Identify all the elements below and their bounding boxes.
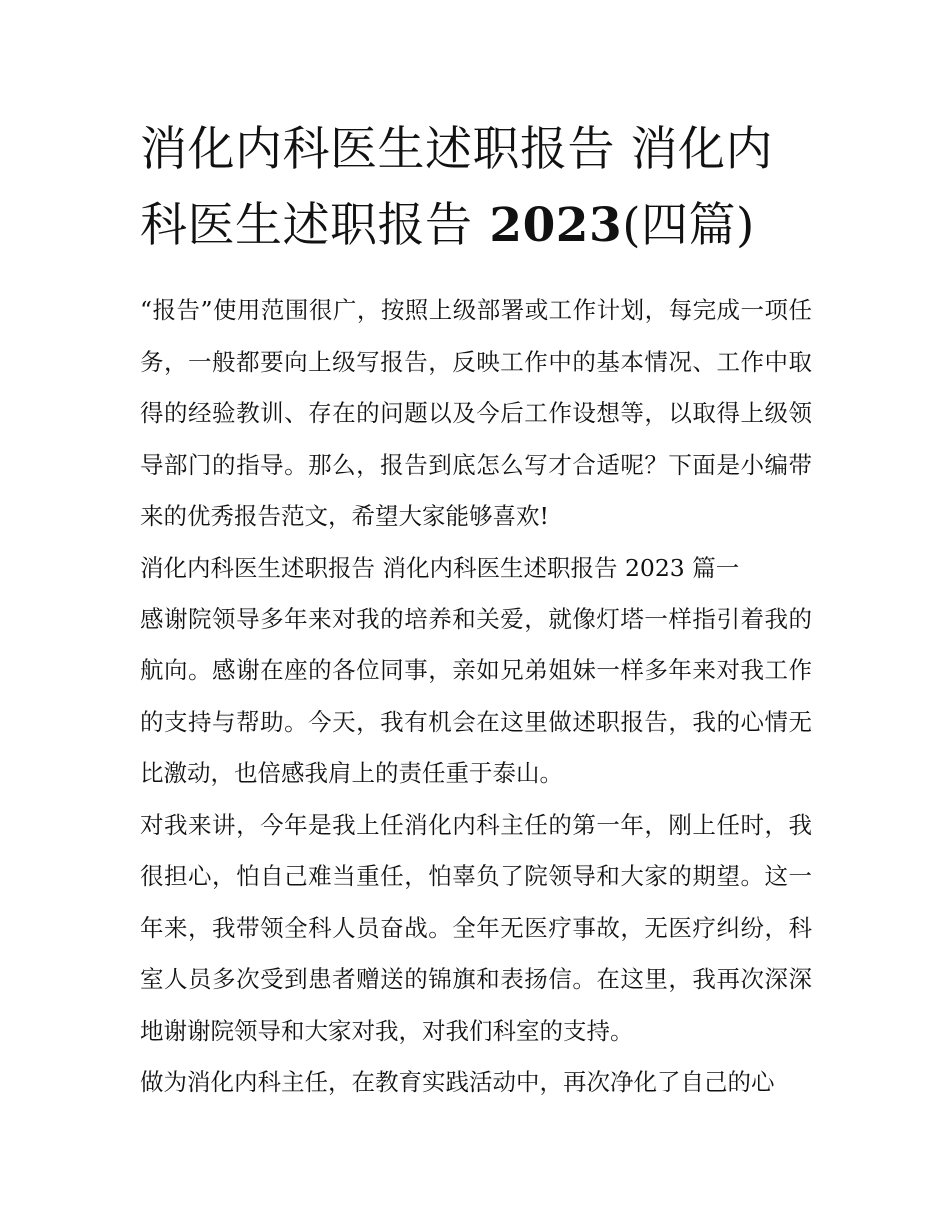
title-text: 消化内科医生述职报告 消化内科医生述职报告 [140, 122, 773, 253]
document-page [140, 112, 812, 1109]
body-paragraph: 做为消化内科主任，在教育实践活动中，再次净化了自己的心 [140, 1068, 775, 1096]
document-body [140, 285, 812, 1109]
intro-paragraph: “报告”使用范围很广，按照上级部署或工作计划，每完成一项任务，一般都要向上级写报告，反映工作中的基本情况、工作中取得的经验教训、存在的问题以及今后工作设想等，以取得上级领导部门的指导。那么，报告到底怎么写才合适呢？下面是小编带来的优秀报告范文，希望大家能够喜欢! [140, 296, 812, 530]
document-title [140, 112, 812, 264]
body-paragraph: 对我来讲，今年是我上任消化内科主任的第一年，刚上任时，我很担心，怕自己难当重任，怕辜负了院领导和大家的期望。这一年来，我带领全科人员奋战。全年无医疗事故，无医疗纠纷，科室人员多次受到患者赠送的锦旗和表扬信。在这里，我再次深深地谢谢院领导和大家对我，对我们科室的支持。 [140, 810, 812, 1045]
title-year: 2023 [472, 198, 623, 253]
body-paragraph: 感谢院领导多年来对我的培养和关爱，就像灯塔一样指引着我的航向。感谢在座的各位同事，亲如兄弟姐妹一样多年来对我工作的支持与帮助。今天，我有机会在这里做述职报告，我的心情无比激动，也倍感我肩上的责任重于泰山。 [140, 604, 812, 787]
section-heading: 消化内科医生述职报告 消化内科医生述职报告 2023 篇一 [140, 553, 740, 582]
title-suffix: (四篇) [622, 198, 755, 253]
